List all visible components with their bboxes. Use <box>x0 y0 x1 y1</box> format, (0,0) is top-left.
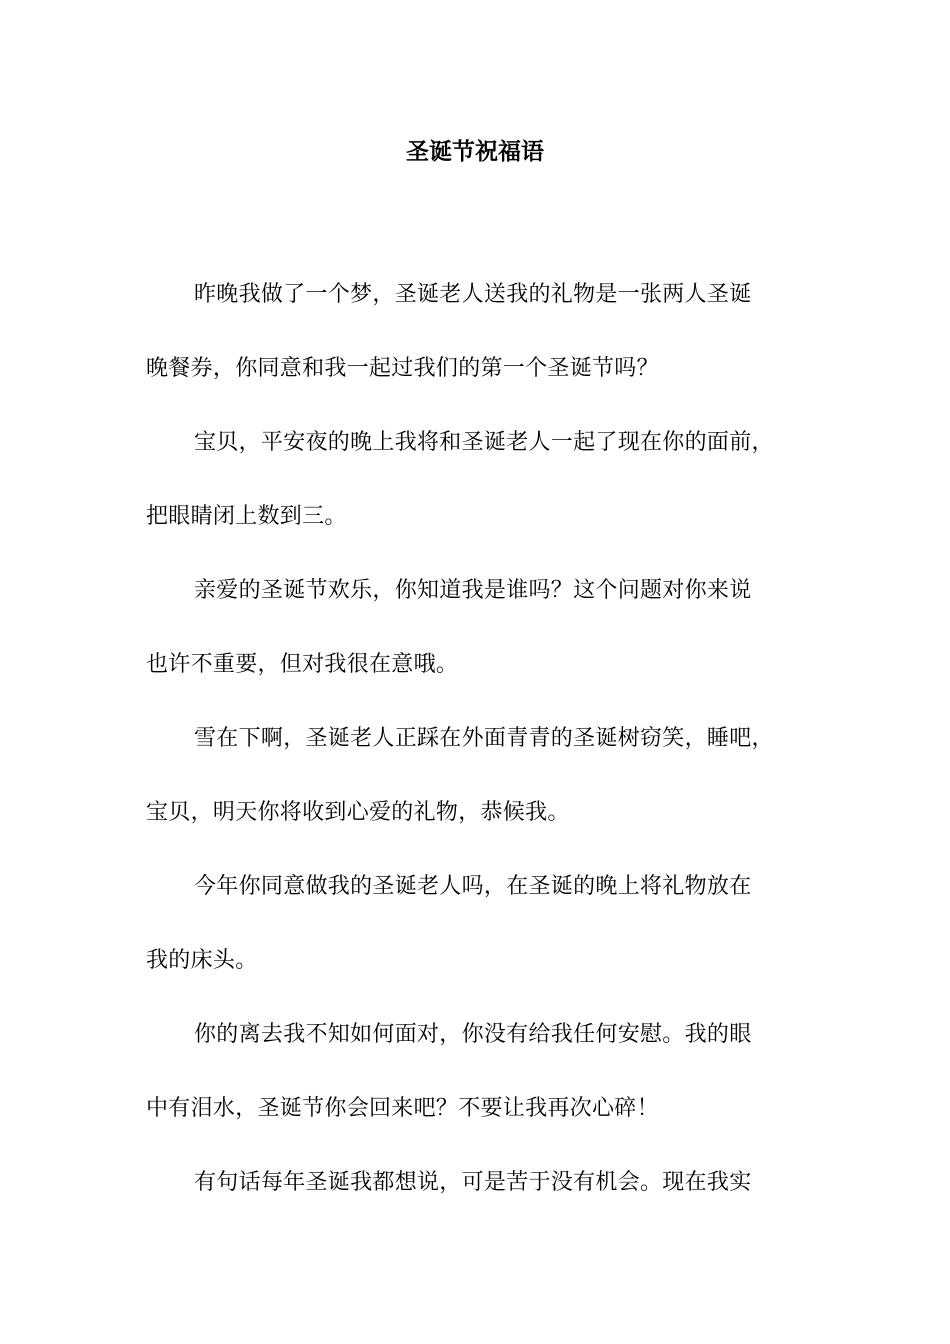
paragraph-line: 宝贝，平安夜的晚上我将和圣诞老人一起了现在你的面前， <box>194 430 774 455</box>
paragraph-line: 宝贝，明天你将收到心爱的礼物，恭候我。 <box>146 800 570 825</box>
paragraph <box>146 406 808 554</box>
paragraph <box>146 850 808 998</box>
paragraph <box>146 702 808 850</box>
document-title: 圣诞节祝福语 <box>406 138 544 165</box>
document-body <box>146 258 808 1220</box>
paragraph-line: 把眼睛闭上数到三。 <box>146 504 347 529</box>
paragraph-line: 中有泪水，圣诞节你会回来吧？不要让我再次心碎！ <box>146 1096 659 1121</box>
paragraph-line: 有句话每年圣诞我都想说，可是苦于没有机会。现在我实 <box>194 1170 752 1195</box>
paragraph-line: 晚餐券，你同意和我一起过我们的第一个圣诞节吗？ <box>146 356 659 381</box>
paragraph <box>146 258 808 406</box>
paragraph-line: 你的离去我不知如何面对，你没有给我任何安慰。我的眼 <box>194 1022 752 1047</box>
paragraph-line: 我的床头。 <box>146 948 258 973</box>
paragraph <box>146 1146 808 1220</box>
paragraph-line: 亲爱的圣诞节欢乐，你知道我是谁吗？这个问题对你来说 <box>194 578 752 603</box>
paragraph-line: 也许不重要，但对我很在意哦。 <box>146 652 459 677</box>
paragraph-line: 昨晚我做了一个梦，圣诞老人送我的礼物是一张两人圣诞 <box>194 282 752 307</box>
paragraph-line: 今年你同意做我的圣诞老人吗，在圣诞的晚上将礼物放在 <box>194 874 752 899</box>
paragraph <box>146 998 808 1146</box>
paragraph <box>146 554 808 702</box>
paragraph-line: 雪在下啊，圣诞老人正踩在外面青青的圣诞树窃笑，睡吧， <box>194 726 774 751</box>
